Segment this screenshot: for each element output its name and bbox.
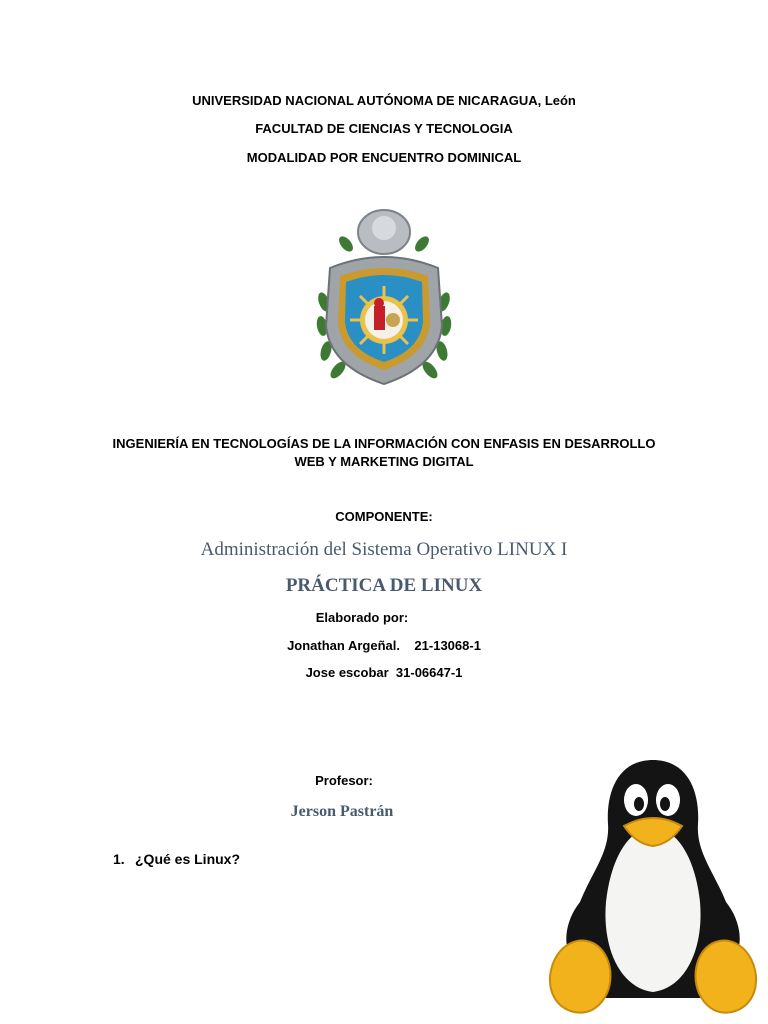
author-1: Jonathan Argeñal. 21-13068-1 [287, 638, 481, 653]
career-line-2: WEB Y MARKETING DIGITAL [294, 454, 474, 469]
university-name: UNIVERSIDAD NACIONAL AUTÓNOMA DE NICARAGUA, León [192, 93, 576, 108]
modality: MODALIDAD POR ENCUENTRO DOMINICAL [246, 150, 522, 165]
component-name: Administración del Sistema Operativo LINUX I [200, 539, 568, 560]
question-number: 1. [113, 851, 125, 867]
career-line-1: INGENIERÍA EN TECNOLOGÍAS DE LA INFORMACIÓN CON ENFASIS EN DESARROLLO [112, 436, 656, 451]
practice-title: PRÁCTICA DE LINUX [285, 575, 483, 596]
component-label: COMPONENTE: [335, 509, 433, 524]
question-item [113, 851, 240, 867]
authors-label: Elaborado por: [315, 610, 409, 625]
professor-name: Jerson Pastrán [290, 803, 394, 820]
tux-penguin-icon [540, 752, 766, 1020]
professor-label: Profesor: [315, 773, 373, 788]
question-text: ¿Qué es Linux? [135, 851, 241, 867]
university-crest-icon [310, 206, 458, 392]
author-2: Jose escobar 31-06647-1 [305, 665, 463, 680]
faculty-name: FACULTAD DE CIENCIAS Y TECNOLOGIA [255, 121, 513, 136]
